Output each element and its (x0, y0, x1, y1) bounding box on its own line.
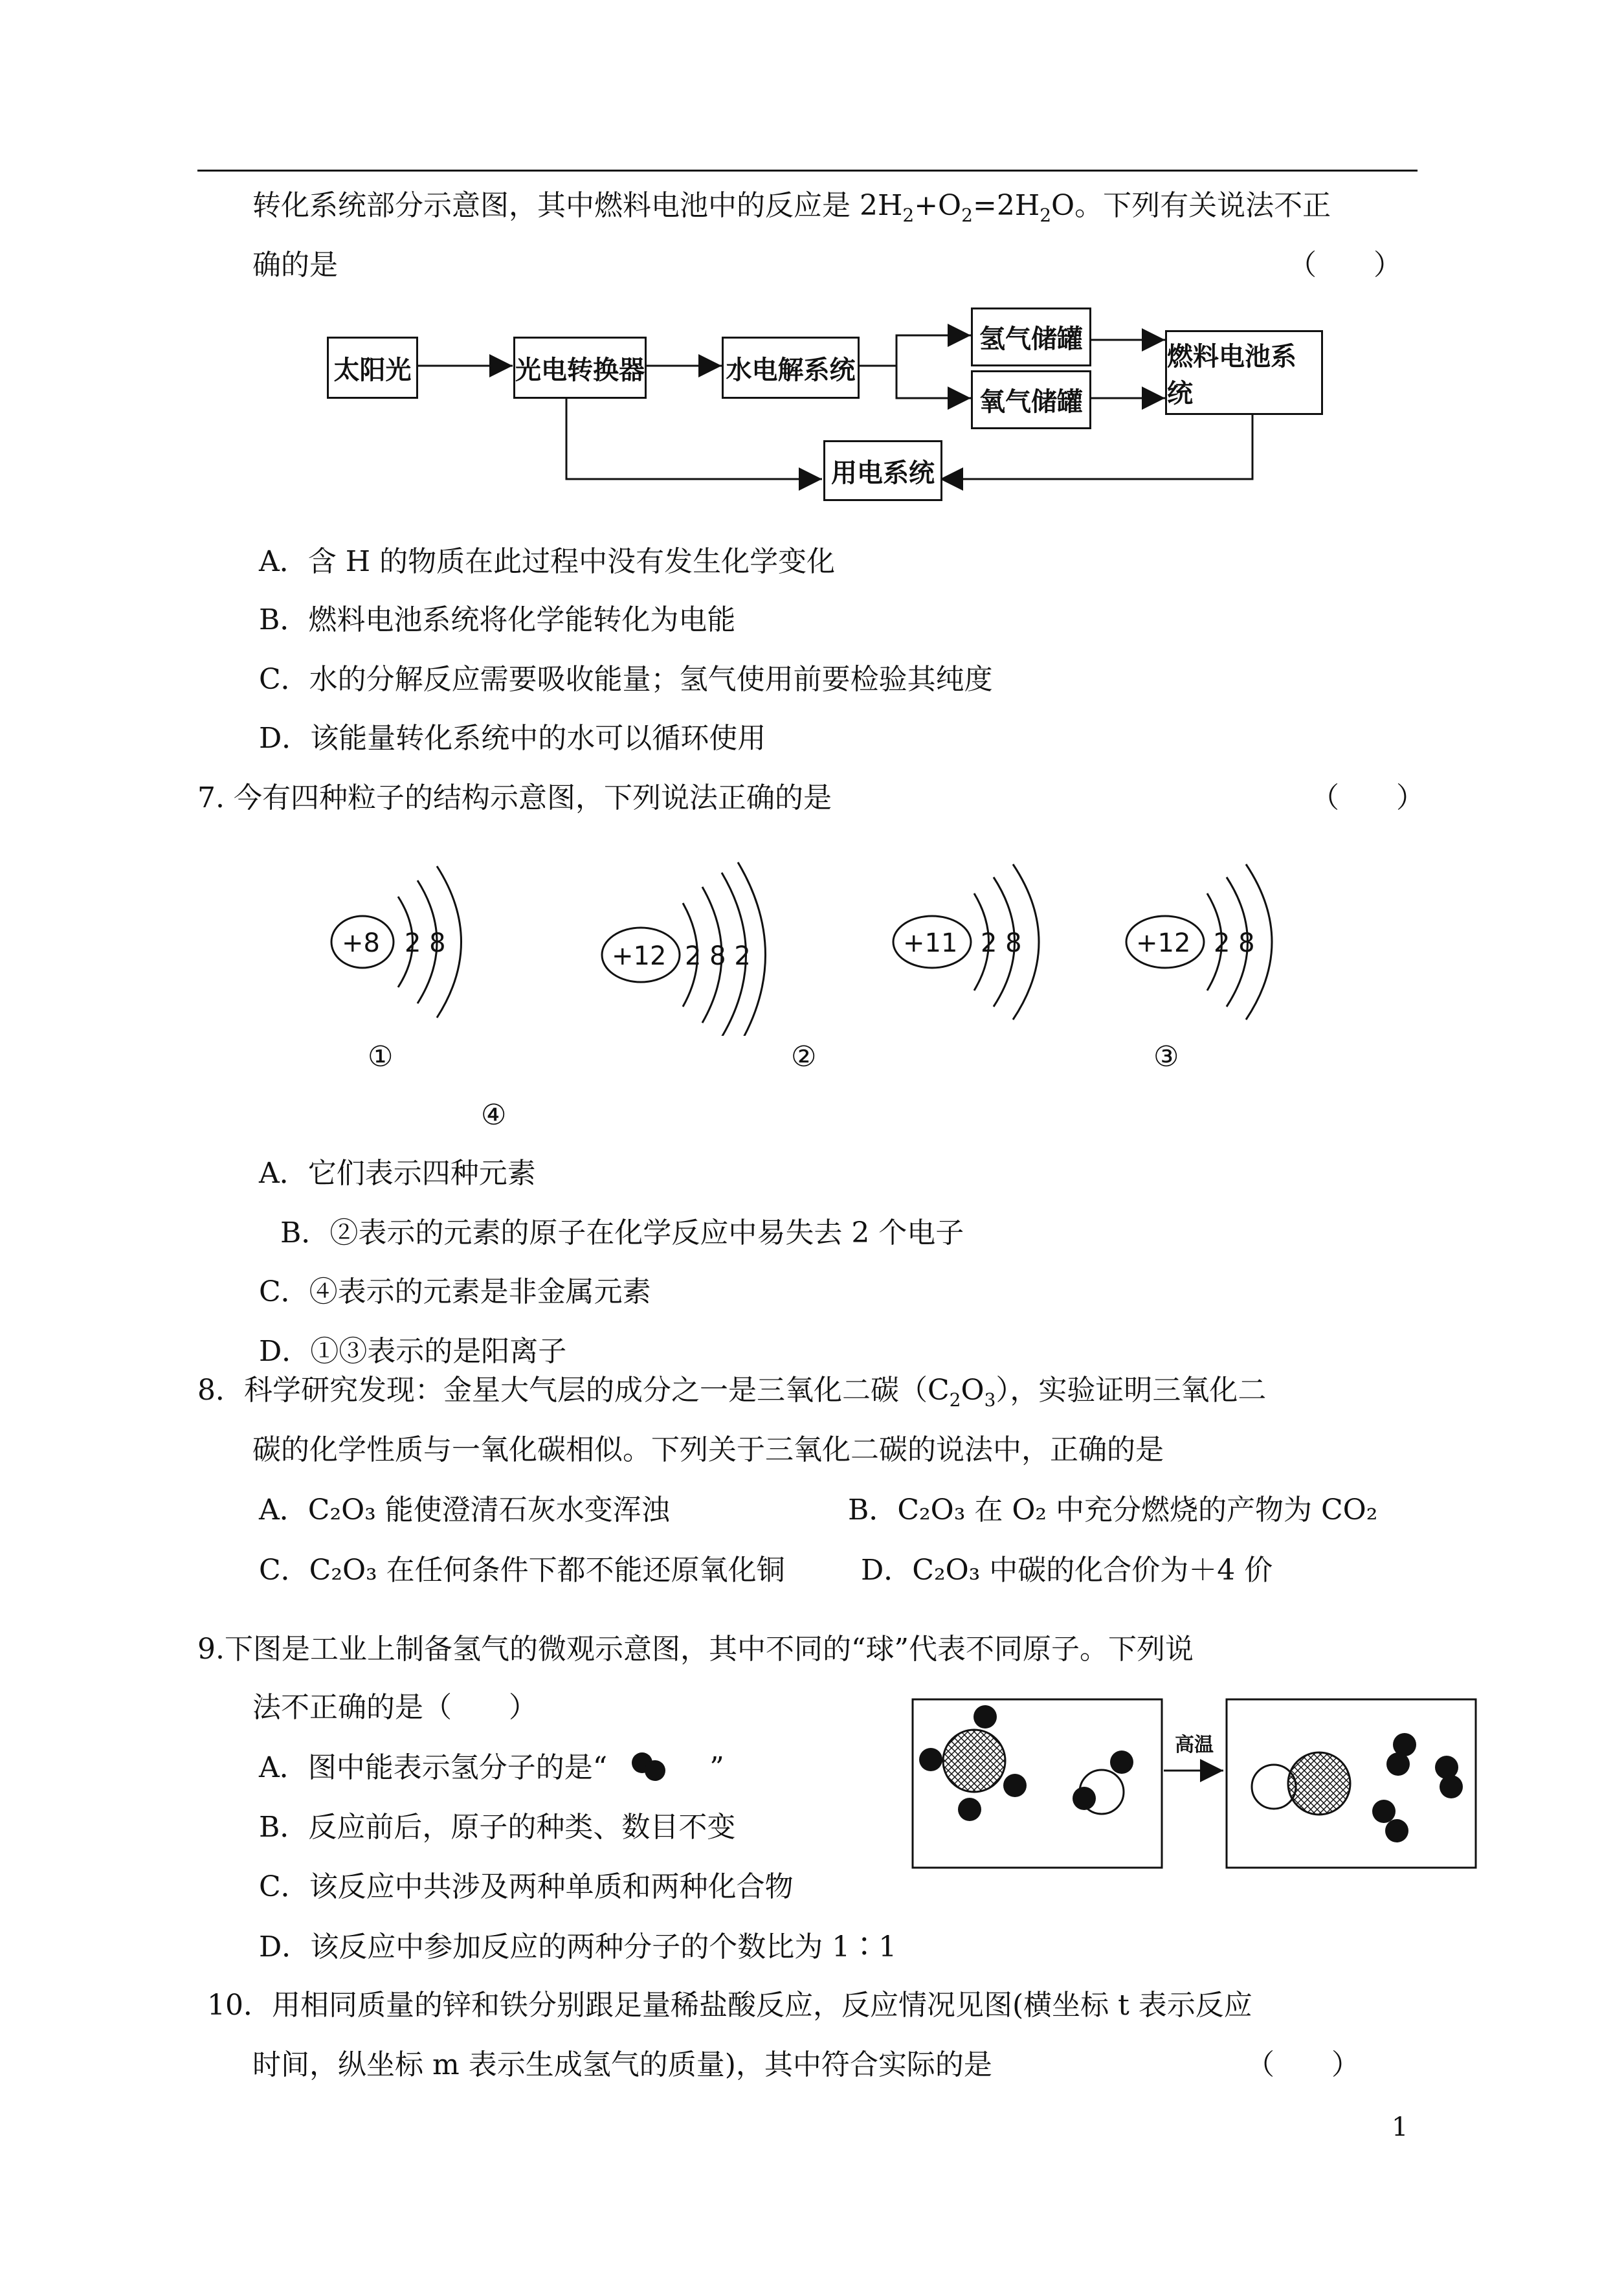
q7-answer-paren: （ ） (1311, 781, 1425, 814)
q6-answer-paren: （ ） (1288, 249, 1402, 282)
q9-option-b: B．反应前后，原子的种类、数目不变 (259, 1811, 736, 1844)
q9-stem-line2: 法不正确的是（ ） (252, 1691, 537, 1724)
atom2-shells: 2 8 2 (685, 941, 751, 971)
q10-stem-line2: 时间，纵坐标 m 表示生成氢气的质量)，其中符合实际的是 (252, 2048, 992, 2081)
q8-option-c: C．C₂O₃ 在任何条件下都不能还原氧化铜 (259, 1554, 785, 1587)
atom1-nucleus: +8 (342, 928, 380, 958)
q6-stem-line1: 转化系统部分示意图，其中燃料电池中的反应是 $2H_2+O_2=2H_2O$。下列有关说法不正 (252, 189, 1331, 226)
reaction-condition-label: 高温 (1175, 1734, 1214, 1756)
q8-stem-line1: 8．科学研究发现：金星大气层的成分之一是三氧化二碳$(C_2O_3)$，实验证明三氧化二 (197, 1374, 1267, 1411)
h2-molecule-icon (616, 1750, 700, 1782)
atom4-shells: 2 8 (1214, 928, 1255, 958)
atom3-shells: 2 8 (981, 928, 1022, 958)
q6-flow-arrows (0, 0, 1624, 518)
page-number: 1 (1392, 2112, 1408, 2142)
atom1-shells: 2 8 (405, 928, 446, 958)
atom2-nucleus: +12 (612, 941, 667, 971)
q7-label-3: ③ (1153, 1040, 1179, 1073)
q7-label-4: ④ (481, 1099, 507, 1132)
q7-option-d: D．①③表示的是阳离子 (259, 1335, 567, 1368)
q9-option-d: D．该反应中参加反应的两种分子的个数比为 1∶1 (259, 1930, 897, 1963)
flow-power-use-box: 用电系统 (823, 440, 942, 501)
q7-stem: 7. 今有四种粒子的结构示意图，下列说法正确的是 (197, 781, 832, 814)
q9-option-a: A．图中能表示氢分子的是“ ” (259, 1751, 724, 1784)
q6-option-c: C．水的分解反应需要吸收能量；氢气使用前要检验其纯度 (259, 663, 993, 696)
q7-label-2: ② (791, 1040, 817, 1073)
flow-fuel-cell-box: 燃料电池系统 (1165, 330, 1323, 415)
q8-stem-line2: 碳的化学性质与一氧化碳相似。下列关于三氧化二碳的说法中，正确的是 (252, 1433, 1164, 1466)
q6-option-a: A．含 H 的物质在此过程中没有发生化学变化 (259, 545, 836, 578)
q9-reaction-diagram (906, 1690, 1489, 1877)
q7-option-a: A．它们表示四种元素 (259, 1157, 536, 1190)
flow-electrolysis-box: 水电解系统 (722, 337, 860, 399)
flow-o2-tank-box: 氧气储罐 (971, 370, 1091, 429)
q7-atom-diagrams (0, 842, 1624, 1036)
flow-sun-box: 太阳光 (327, 337, 418, 399)
q6-stem-line2: 确的是 (252, 249, 338, 282)
q9-option-c: C．该反应中共涉及两种单质和两种化合物 (259, 1870, 794, 1903)
atom4-nucleus: +12 (1136, 928, 1191, 958)
flow-h2-tank-box: 氢气储罐 (971, 308, 1091, 366)
q7-option-c: C．④表示的元素是非金属元素 (259, 1275, 651, 1308)
q9-stem-line1: 9.下图是工业上制备氢气的微观示意图，其中不同的“球”代表不同原子。下列说 (197, 1633, 1194, 1666)
q7-label-1: ① (368, 1040, 394, 1073)
q8-option-d: D．C₂O₃ 中碳的化合价为＋4 价 (861, 1554, 1273, 1587)
q8-option-a: A．C₂O₃ 能使澄清石灰水变浑浊 (259, 1493, 670, 1527)
q10-answer-paren: （ ） (1246, 2048, 1360, 2081)
flow-converter-box: 光电转换器 (513, 337, 647, 399)
q7-option-b: B．②表示的元素的原子在化学反应中易失去 2 个电子 (280, 1216, 964, 1249)
q8-option-b: B．C₂O₃ 在 O₂ 中充分燃烧的产物为 CO₂ (848, 1493, 1378, 1527)
atom3-nucleus: +11 (903, 928, 958, 958)
q10-stem-line1: 10．用相同质量的锌和铁分别跟足量稀盐酸反应，反应情况见图(横坐标 t 表示反应 (207, 1989, 1252, 2022)
q6-option-d: D．该能量转化系统中的水可以循环使用 (259, 722, 766, 755)
q6-option-b: B．燃料电池系统将化学能转化为电能 (259, 603, 736, 636)
